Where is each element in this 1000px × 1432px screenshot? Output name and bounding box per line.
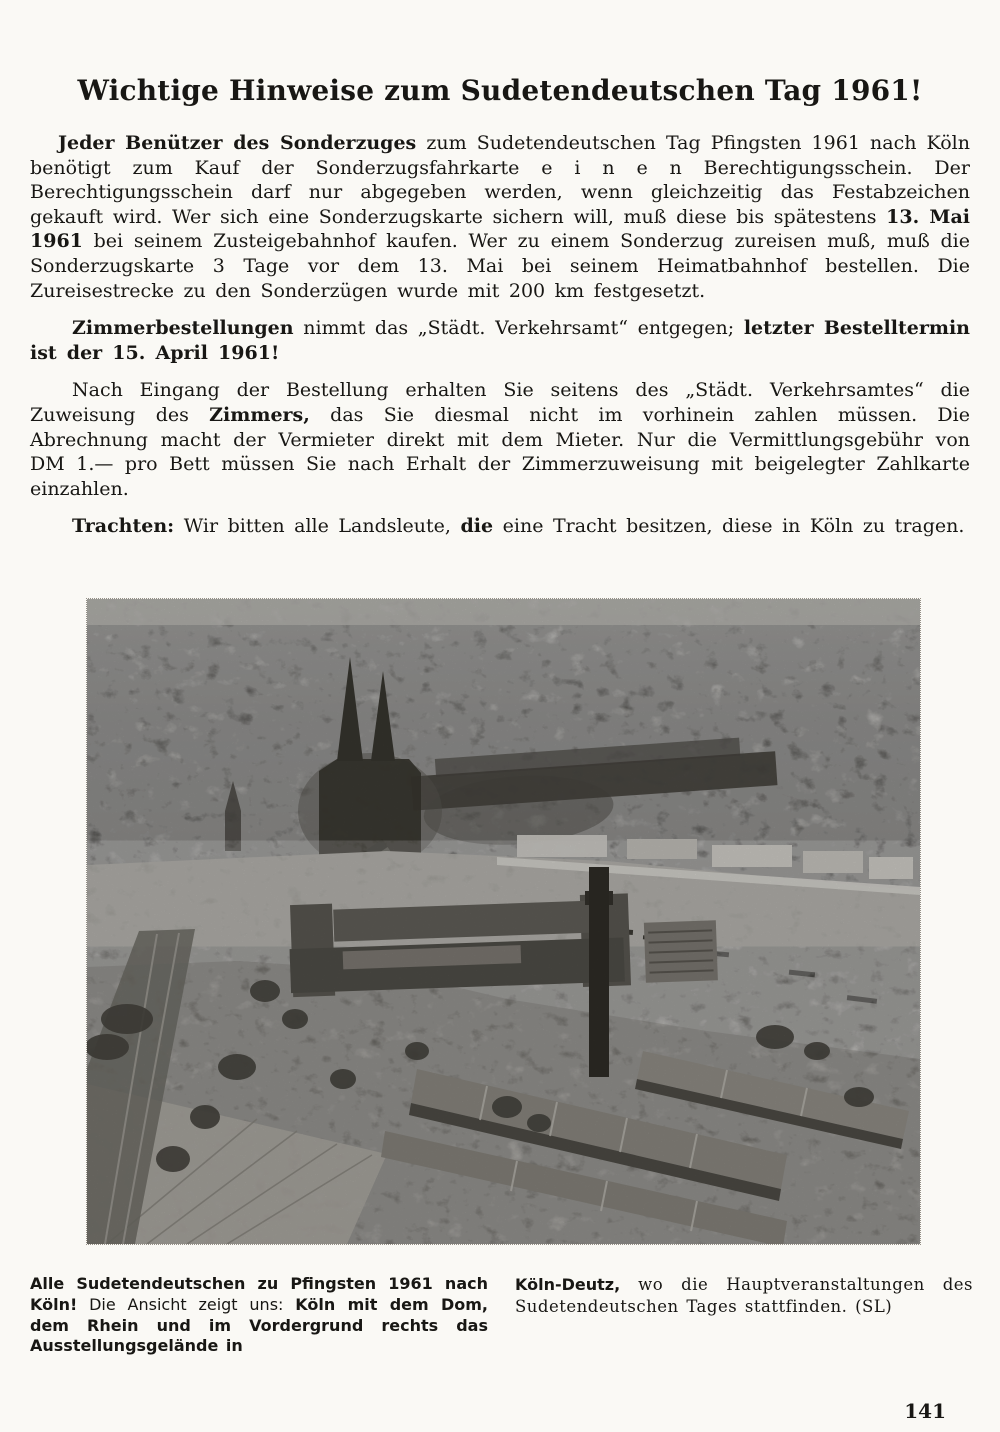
text-segment: bei seinem Zusteigebahnhof kaufen. Wer zu einem Sonderzug zureisen muß, muß die Sonderzugskarte 3 Tage vor dem 13. Mai bei seinem Heimatbahnhof bestellen. Die Zureisestrecke zu den Sonderzügen wurde mit 200 km festgesetzt. (30, 230, 970, 302)
aerial-photo (87, 599, 920, 1244)
text-segment-bold: die (460, 515, 494, 538)
photo-captions (30, 1274, 973, 1357)
text-segment-bold: Trachten: (72, 515, 175, 538)
text-segment-bold: Köln-Deutz, (515, 1274, 621, 1294)
text-segment: Wir bitten alle Landsleute, (174, 515, 461, 538)
paragraph (30, 131, 970, 303)
paragraph (30, 514, 970, 539)
caption-left (30, 1274, 488, 1357)
text-segment: Nach Eingang der Bestellung erhalten Sie seitens des „Städt. Verkehrsamtes“ die Zuweisung des (30, 379, 970, 426)
text-segment: wo die Hauptveranstaltungen des Sudetendeutschen Tages stattfinden. (SL) (515, 1274, 973, 1316)
paragraph (30, 378, 970, 501)
caption-right (515, 1274, 973, 1357)
text-segment-bold: Zimmers, (209, 403, 310, 426)
page-number: 141 (904, 1399, 946, 1424)
text-segment-bold: Zimmerbestellungen (72, 317, 294, 340)
text-segment-bold: 13. Mai 1961 (30, 205, 970, 253)
text-segment: nimmt das „Städt. Verkehrsamt“ entgegen; (293, 317, 744, 340)
text-segment-bold: Jeder Benützer des Sonderzuges (58, 132, 417, 154)
article-paragraphs (30, 131, 970, 539)
text-segment: eine Tracht besitzen, diese in Köln zu tragen. (493, 515, 965, 538)
photo-grain (87, 599, 920, 1244)
text-segment-bold: letzter Bestelltermin ist der 15. April 1961! (30, 317, 970, 364)
text-segment: das Sie diesmal nicht im vorhinein zahlen müssen. Die Abrechnung macht der Vermieter direkt mit dem Mieter. Nur die Vermittlungsgebühr von DM 1.— pro Bett müssen Sie nach Erhalt der Zimmerzuweisung mit beigelegter Zahlkarte einzahlen. (30, 403, 970, 500)
paragraph (30, 316, 970, 365)
aerial-photo-illustration (87, 599, 920, 1244)
text-segment: zum Sudetendeutschen Tag Pfingsten 1961 nach Köln benötigt zum Kauf der Sonderzugsfahrkarte e i n e n Berechtigungsschein. Der Berechtigungsschein darf nur abgegeben werden, wenn gleichzeitig das Festabzeichen gekauft wird. Wer sich eine Sonderzugskarte sichern will, muß diese bis spätestens (30, 132, 970, 228)
page-title: Wichtige Hinweise zum Sudetendeutschen Tag 1961! (77, 74, 923, 107)
text-segment-bold: Alle Sudetendeutschen zu Pfingsten 1961 nach Köln! (30, 1273, 488, 1314)
text-segment: Die Ansicht zeigt uns: (77, 1294, 296, 1314)
text-segment-bold: Köln mit dem Dom, dem Rhein und im Vordergrund rechts das Ausstellungsgelände in (30, 1294, 489, 1356)
